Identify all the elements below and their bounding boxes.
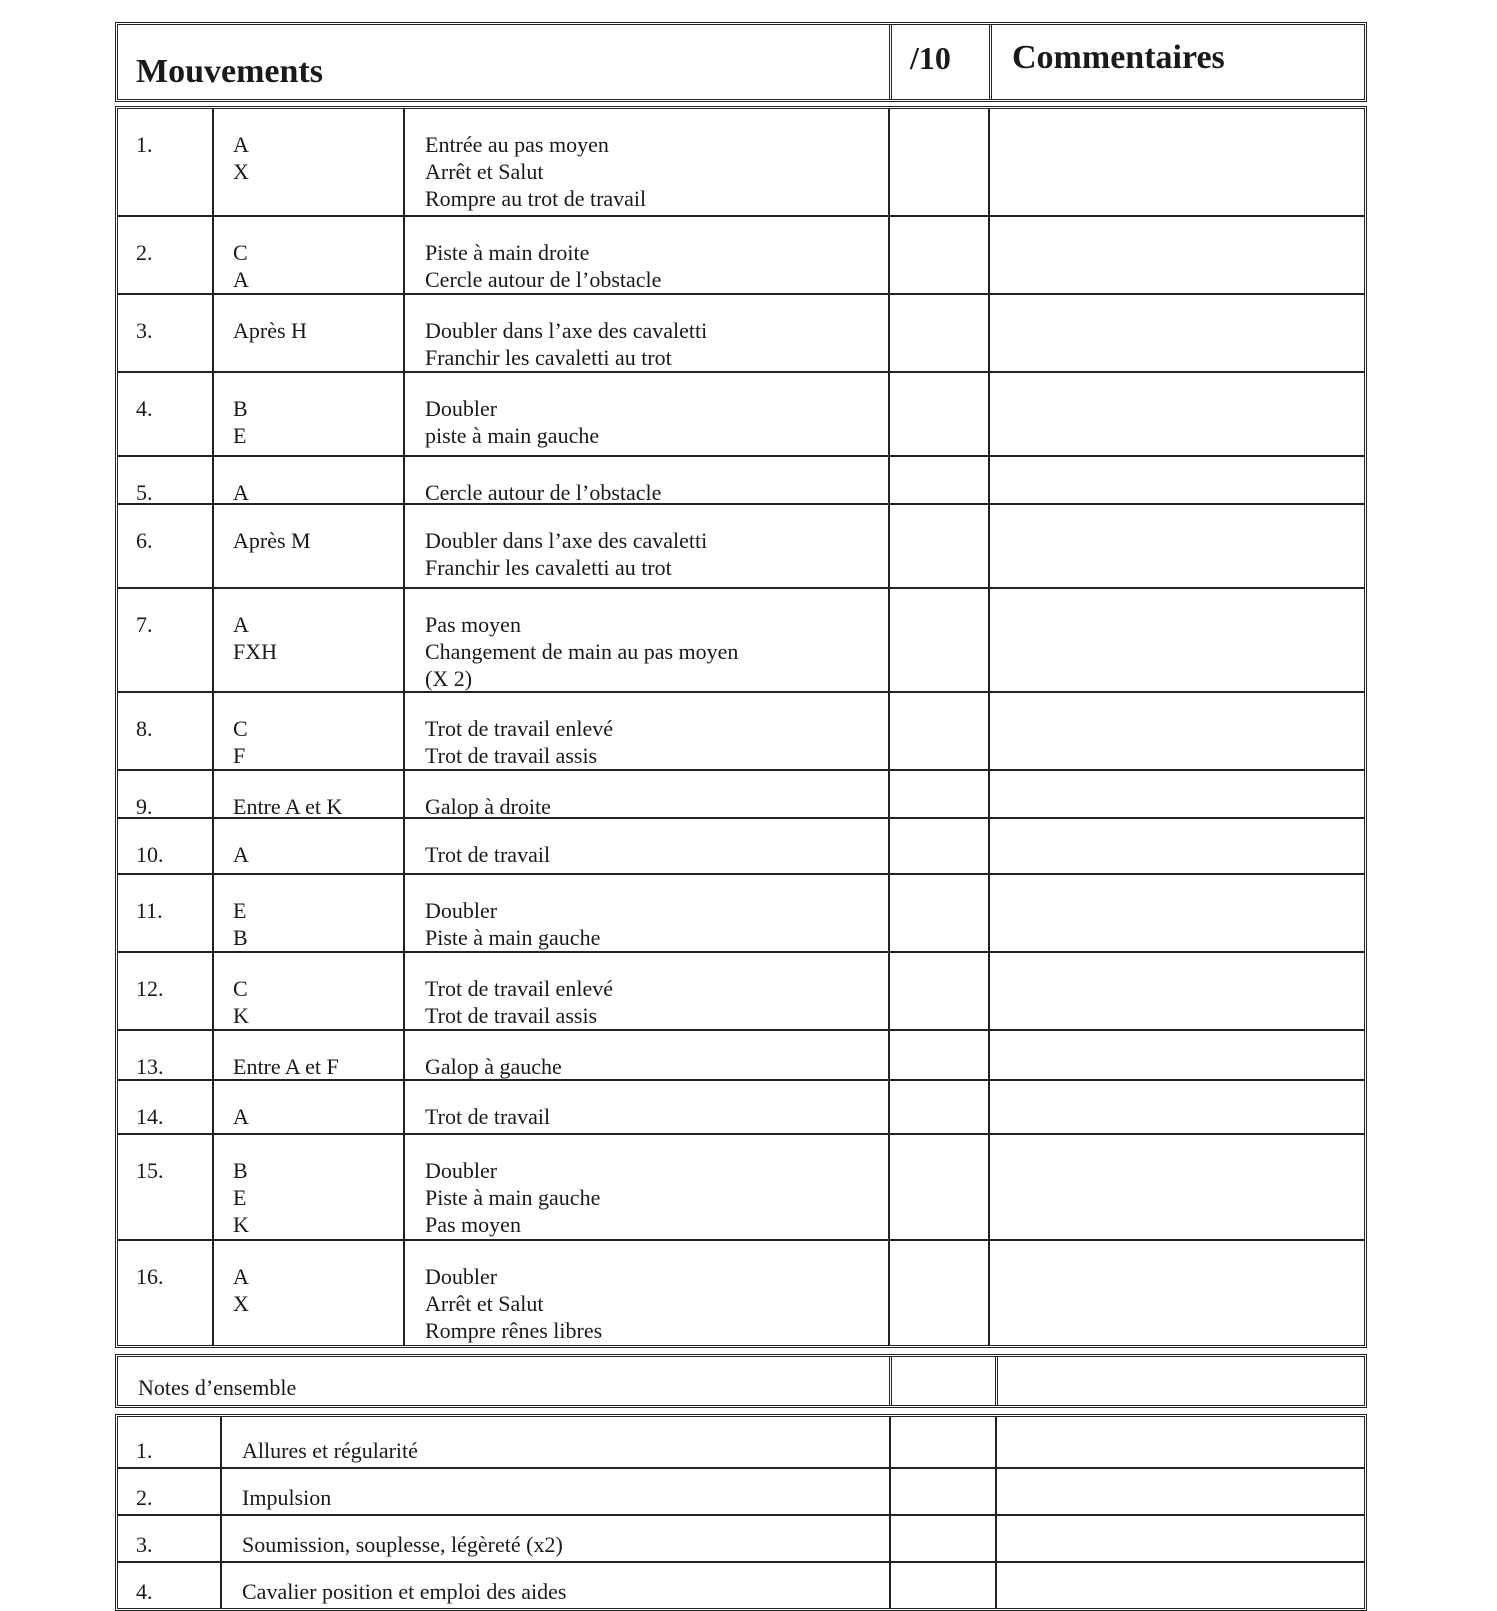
description-line: Trot de travail: [425, 1104, 551, 1129]
position-letter: B: [233, 925, 248, 950]
movement-positions: [212, 693, 403, 769]
movement-description: [403, 1081, 888, 1133]
movement-number: 14.: [136, 1104, 164, 1129]
notes-header-row: [115, 1354, 1367, 1408]
general-note-row: [118, 1467, 1364, 1514]
movement-number: 8.: [136, 716, 153, 741]
description-line: Trot de travail enlevé: [425, 716, 613, 741]
movement-number: 13.: [136, 1054, 164, 1079]
comment-cell[interactable]: [988, 693, 1364, 769]
score-cell[interactable]: [888, 109, 988, 215]
general-note-row: [118, 1514, 1364, 1561]
movement-description: [403, 875, 888, 951]
description-line: Piste à main gauche: [425, 925, 601, 950]
position-letter: E: [233, 423, 247, 448]
position-letter: X: [233, 1291, 249, 1316]
comment-cell[interactable]: [995, 1563, 1364, 1608]
description-line: Doubler: [425, 1158, 498, 1183]
description-line: Galop à gauche: [425, 1054, 562, 1079]
description-line: Doubler: [425, 1264, 498, 1289]
movement-number: 16.: [136, 1264, 164, 1289]
comment-cell[interactable]: [988, 505, 1364, 587]
general-note-number: 3.: [136, 1532, 153, 1557]
position-letter: K: [233, 1212, 249, 1237]
movement-number: 3.: [136, 318, 153, 343]
position-letter: A: [233, 842, 249, 867]
description-line: Doubler: [425, 396, 498, 421]
movement-number: 12.: [136, 976, 164, 1001]
comment-cell[interactable]: [988, 295, 1364, 371]
score-cell[interactable]: [889, 1563, 995, 1608]
score-cell[interactable]: [888, 1081, 988, 1133]
movement-positions: [212, 295, 403, 371]
general-note-label: Impulsion: [220, 1469, 889, 1514]
movement-positions: [212, 953, 403, 1029]
movement-description: [403, 771, 888, 820]
movement-number: 4.: [136, 396, 153, 421]
dressage-score-sheet: [115, 22, 1367, 1611]
movement-positions: [212, 589, 403, 692]
score-cell[interactable]: [888, 1241, 988, 1345]
description-line: Trot de travail enlevé: [425, 976, 613, 1001]
table-row: [118, 817, 1364, 873]
description-line: Rompre rênes libres: [425, 1318, 603, 1343]
description-line: piste à main gauche: [425, 423, 600, 448]
table-header: [115, 22, 1367, 102]
movement-positions: [212, 217, 403, 293]
position-letter: F: [233, 743, 246, 768]
table-row: [118, 1239, 1364, 1345]
score-cell[interactable]: [889, 1417, 995, 1467]
description-line: Arrêt et Salut: [425, 159, 544, 184]
movement-positions: [212, 1241, 403, 1345]
position-letter: Après H: [233, 318, 307, 343]
movement-positions: [212, 1031, 403, 1080]
description-line: Galop à droite: [425, 794, 551, 819]
description-line: Trot de travail assis: [425, 1003, 598, 1028]
comment-cell[interactable]: [988, 217, 1364, 293]
movement-number: 10.: [136, 842, 164, 867]
comment-cell[interactable]: [988, 373, 1364, 455]
comment-cell[interactable]: [988, 1135, 1364, 1239]
position-letter: Après M: [233, 528, 311, 553]
table-row: [118, 587, 1364, 691]
table-row: [118, 293, 1364, 371]
score-cell[interactable]: [889, 1516, 995, 1561]
description-line: Franchir les cavaletti au trot: [425, 555, 672, 580]
description-line: Pas moyen: [425, 1212, 521, 1237]
description-line: Trot de travail: [425, 842, 551, 867]
position-letter: A: [233, 1264, 249, 1289]
description-line: (X 2): [425, 666, 473, 691]
movement-positions: [212, 109, 403, 215]
general-note-label: Cavalier position et emploi des aides: [220, 1563, 889, 1608]
score-cell[interactable]: [888, 771, 988, 820]
comment-cell[interactable]: [988, 1241, 1364, 1345]
comment-cell[interactable]: [988, 589, 1364, 692]
description-line: Piste à main gauche: [425, 1185, 601, 1210]
comment-cell[interactable]: [988, 1081, 1364, 1133]
movement-description: [403, 1031, 888, 1080]
score-cell[interactable]: [888, 953, 988, 1029]
table-row: [118, 1079, 1364, 1133]
general-note-row: [118, 1561, 1364, 1608]
movement-description: [403, 457, 888, 506]
position-letter: E: [233, 898, 247, 923]
movement-number: 5.: [136, 480, 153, 505]
position-letter: C: [233, 976, 248, 1001]
position-letter: K: [233, 1003, 249, 1028]
general-note-number: 2.: [136, 1485, 153, 1510]
description-line: Doubler: [425, 898, 498, 923]
movement-description: [403, 953, 888, 1029]
position-letter: Entre A et F: [233, 1054, 339, 1079]
position-letter: B: [233, 396, 248, 421]
description-line: Arrêt et Salut: [425, 1291, 544, 1316]
position-letter: C: [233, 716, 248, 741]
movement-description: [403, 373, 888, 455]
movement-positions: [212, 505, 403, 587]
score-cell[interactable]: [888, 819, 988, 873]
movements-table: [115, 106, 1367, 1348]
movement-description: [403, 505, 888, 587]
description-line: Franchir les cavaletti au trot: [425, 345, 672, 370]
movement-positions: [212, 875, 403, 951]
table-row: [118, 1133, 1364, 1239]
comment-cell[interactable]: [988, 457, 1364, 506]
description-line: Piste à main droite: [425, 240, 590, 265]
comment-cell[interactable]: [995, 1469, 1364, 1514]
general-notes-table: [115, 1414, 1367, 1611]
description-line: Trot de travail assis: [425, 743, 598, 768]
general-note-number: 1.: [136, 1438, 153, 1463]
movement-description: [403, 819, 888, 873]
general-note-number: 4.: [136, 1579, 153, 1604]
notes-label: Notes d’ensemble: [138, 1375, 297, 1400]
description-line: Cercle autour de l’obstacle: [425, 267, 662, 292]
table-row: [118, 215, 1364, 293]
description-line: Changement de main au pas moyen: [425, 639, 739, 664]
movement-description: [403, 217, 888, 293]
comment-cell[interactable]: [988, 875, 1364, 951]
comment-cell[interactable]: [988, 109, 1364, 215]
table-row: [118, 951, 1364, 1029]
movement-positions: [212, 1081, 403, 1133]
score-cell[interactable]: [888, 295, 988, 371]
notes-score-cell[interactable]: [889, 1357, 995, 1405]
movements-header: Mouvements: [136, 53, 323, 90]
movement-positions: [212, 1135, 403, 1239]
description-line: Entrée au pas moyen: [425, 132, 609, 157]
description-line: Pas moyen: [425, 612, 521, 637]
movement-number: 7.: [136, 612, 153, 637]
score-cell[interactable]: [888, 1135, 988, 1239]
position-letter: A: [233, 480, 249, 505]
movement-positions: [212, 457, 403, 506]
position-letter: A: [233, 612, 249, 637]
position-letter: B: [233, 1158, 248, 1183]
position-letter: Entre A et K: [233, 794, 343, 819]
general-note-label: Allures et régularité: [220, 1417, 889, 1467]
movement-description: [403, 693, 888, 769]
movement-description: [403, 295, 888, 371]
score-cell[interactable]: [888, 373, 988, 455]
position-letter: X: [233, 159, 249, 184]
position-letter: E: [233, 1185, 247, 1210]
score-cell[interactable]: [889, 1469, 995, 1514]
position-letter: C: [233, 240, 248, 265]
position-letter: A: [233, 267, 249, 292]
comment-cell[interactable]: [995, 1516, 1364, 1561]
description-line: Cercle autour de l’obstacle: [425, 480, 662, 505]
comment-cell[interactable]: [988, 1031, 1364, 1080]
table-row: [118, 109, 1364, 215]
movement-number: 9.: [136, 794, 153, 819]
movement-positions: [212, 373, 403, 455]
score-cell[interactable]: [888, 875, 988, 951]
general-note-row: [118, 1417, 1364, 1467]
table-row: [118, 691, 1364, 769]
movement-description: [403, 589, 888, 692]
movement-positions: [212, 819, 403, 873]
score-cell[interactable]: [888, 457, 988, 506]
table-row: [118, 1029, 1364, 1079]
general-note-label: Soumission, souplesse, légèreté (x2): [220, 1516, 889, 1561]
score-cell[interactable]: [888, 217, 988, 293]
table-row: [118, 455, 1364, 503]
table-row: [118, 769, 1364, 817]
movement-number: 6.: [136, 528, 153, 553]
table-row: [118, 371, 1364, 455]
score-cell[interactable]: [888, 1031, 988, 1080]
movement-number: 2.: [136, 240, 153, 265]
movement-description: [403, 1135, 888, 1239]
movement-positions: [212, 771, 403, 820]
score-cell[interactable]: [888, 589, 988, 692]
score-header: /10: [889, 25, 989, 99]
comment-cell[interactable]: [988, 771, 1364, 820]
position-letter: A: [233, 1104, 249, 1129]
movement-description: [403, 109, 888, 215]
table-row: [118, 503, 1364, 587]
movement-number: 11.: [136, 898, 163, 923]
description-line: Rompre au trot de travail: [425, 186, 647, 211]
comment-cell[interactable]: [995, 1417, 1364, 1467]
score-cell[interactable]: [888, 693, 988, 769]
notes-comment-cell[interactable]: [995, 1357, 1364, 1405]
comment-cell[interactable]: [988, 953, 1364, 1029]
description-line: Doubler dans l’axe des cavaletti: [425, 318, 708, 343]
position-letter: A: [233, 132, 249, 157]
score-cell[interactable]: [888, 505, 988, 587]
movement-description: [403, 1241, 888, 1345]
position-letter: FXH: [233, 639, 278, 664]
comments-header: Commentaires: [989, 25, 1364, 99]
movement-number: 1.: [136, 132, 153, 157]
description-line: Doubler dans l’axe des cavaletti: [425, 528, 708, 553]
table-row: [118, 873, 1364, 951]
movement-number: 15.: [136, 1158, 164, 1183]
comment-cell[interactable]: [988, 819, 1364, 873]
